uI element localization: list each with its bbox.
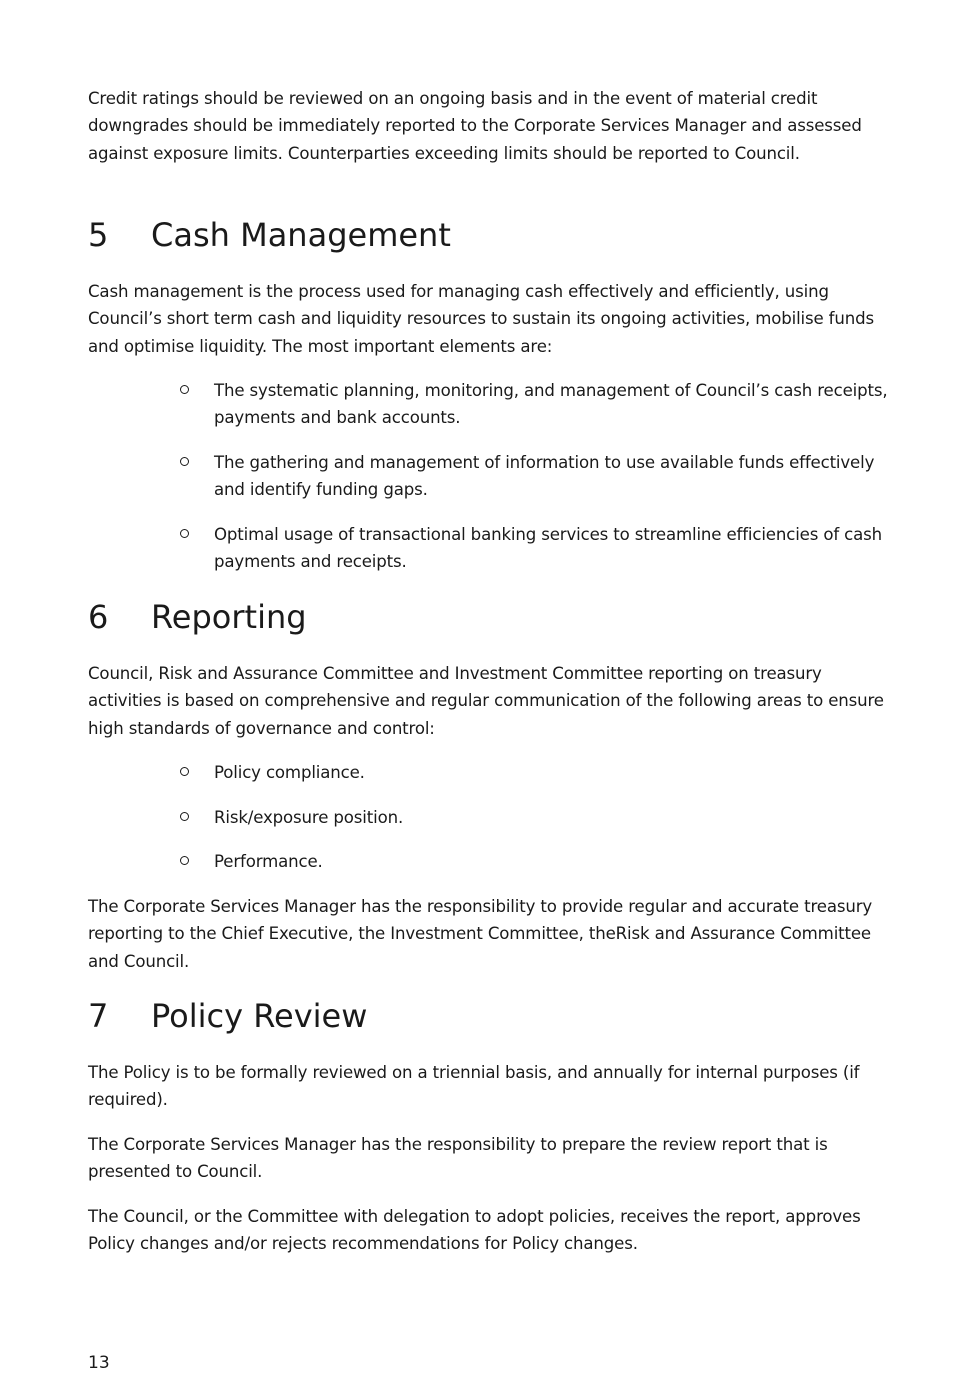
list-item: [180, 804, 888, 831]
intro-paragraph: Credit ratings should be reviewed on an ongoing basis and in the event of material credit downgrades should be immediately reported to the Corporate Services Manager and assessed against exposure limits. Counterparties exceeding limits should be reported to Council.: [88, 89, 862, 163]
hollow-bullet-icon: [180, 856, 189, 865]
list-item-text: Performance.: [214, 852, 323, 871]
list-item: [180, 521, 888, 576]
section-6-closing-paragraph: The Corporate Services Manager has the responsibility to provide regular and accurate treasury reporting to the Chief Executive, the Investment Committee, theRisk and Assurance Committee and Council.: [88, 897, 873, 971]
hollow-bullet-icon: [180, 529, 189, 538]
list-item: [180, 759, 888, 786]
section-6-title: Reporting: [151, 598, 307, 636]
list-item: [180, 449, 888, 504]
list-item-text: Risk/exposure position.: [214, 808, 404, 827]
section-7-heading: [88, 996, 367, 1036]
section-7-paragraph: The Council, or the Committee with delegation to adopt policies, receives the report, approves Policy changes and/or rejects recommendations for Policy changes.: [88, 1207, 861, 1254]
section-6-heading: [88, 597, 307, 637]
section-5-paragraph: Cash management is the process used for managing cash effectively and efficiently, using Council’s short term cash and liquidity resources to sustain its ongoing activities, mobilise funds and optimise liquidity. The most important elements are:: [88, 282, 874, 356]
hollow-bullet-icon: [180, 767, 189, 776]
section-7-title: Policy Review: [151, 997, 368, 1035]
list-item: [180, 377, 888, 432]
hollow-bullet-icon: [180, 457, 189, 466]
list-item-text: The gathering and management of information to use available funds effectively and identify funding gaps.: [214, 453, 875, 500]
page-number: 13: [88, 1353, 110, 1373]
section-7-paragraph: The Policy is to be formally reviewed on a triennial basis, and annually for internal purposes (if required).: [88, 1063, 860, 1110]
list-item-text: The systematic planning, monitoring, and management of Council’s cash receipts, payments and bank accounts.: [214, 381, 888, 428]
list-item-text: Optimal usage of transactional banking services to streamline efficiencies of cash payments and receipts.: [214, 525, 883, 572]
list-item: [180, 848, 888, 875]
section-7-paragraph: The Corporate Services Manager has the responsibility to prepare the review report that is presented to Council.: [88, 1135, 828, 1182]
section-7-number: 7: [88, 997, 109, 1035]
section-5-number: 5: [88, 216, 109, 254]
hollow-bullet-icon: [180, 385, 189, 394]
list-item-text: Policy compliance.: [214, 763, 365, 782]
section-5-title: Cash Management: [151, 216, 451, 254]
hollow-bullet-icon: [180, 812, 189, 821]
section-6-paragraph: Council, Risk and Assurance Committee and Investment Committee reporting on treasury activities is based on comprehensive and regular communication of the following areas to ensure high standards of governance and control:: [88, 664, 884, 738]
section-5-heading: [88, 215, 451, 255]
section-6-number: 6: [88, 598, 109, 636]
